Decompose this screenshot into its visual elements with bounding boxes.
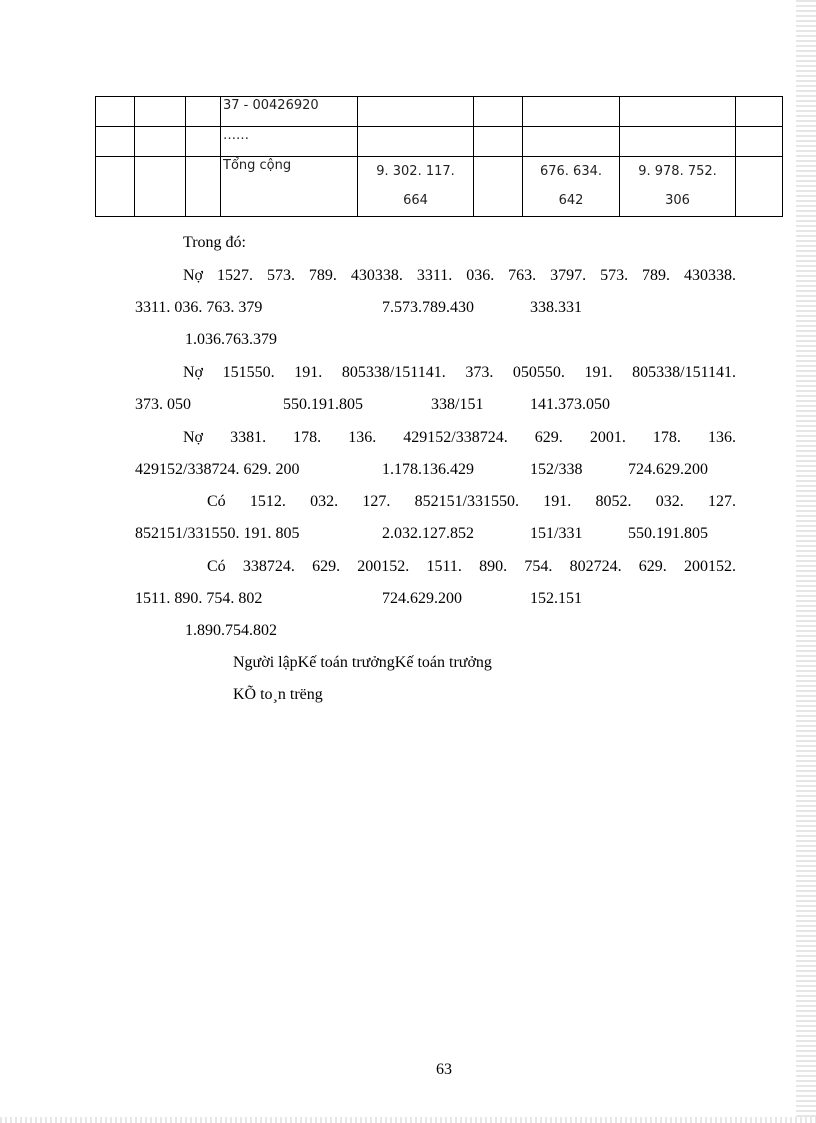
entry-amount: 1.890.754.802 bbox=[185, 622, 277, 639]
entry-amount: 1.036.763.379 bbox=[185, 331, 277, 348]
page-number: 63 bbox=[436, 1061, 452, 1078]
entry-amount: 141.373.050 bbox=[530, 396, 610, 413]
entry-account: 152.151 bbox=[530, 590, 582, 607]
entry-line: Có 1512. 032. 127. 852151/331550. 191. 8052. 032. 127. bbox=[207, 493, 736, 510]
entry-amount: 724.629.200 bbox=[382, 590, 462, 607]
signature-title-garbled: KÕ to¸n trëng bbox=[233, 686, 323, 703]
entry-amount: 550.191.805 bbox=[283, 396, 363, 413]
entry-line: Nợ 151550. 191. 805338/151141. 373. 050550. 191. 805338/151141. bbox=[183, 364, 736, 381]
entry-text: 852151/331550. 191. 805 bbox=[135, 525, 300, 542]
entry-text: 3311. 036. 763. 379 bbox=[135, 299, 263, 316]
entry-amount: 550.191.805 bbox=[628, 525, 708, 542]
table-row-total bbox=[96, 157, 783, 217]
table-row bbox=[96, 97, 783, 127]
entry-amount: 724.629.200 bbox=[628, 461, 708, 478]
entry-amount: 7.573.789.430 bbox=[382, 299, 474, 316]
entry-line: Nợ 3381. 178. 136. 429152/338724. 629. 2001. 178. 136. bbox=[183, 429, 736, 446]
table-cell-account: 37 - 00426920 bbox=[223, 98, 319, 113]
entry-account: 338/151 bbox=[431, 396, 484, 413]
entry-amount: 1.178.136.429 bbox=[382, 461, 474, 478]
table-cell-total-a: 9. 302. 117. 664 bbox=[358, 157, 474, 217]
entry-account: 338.331 bbox=[530, 299, 582, 316]
signature-titles: Người lậpKế toán trưởngKế toán trưởng bbox=[233, 654, 492, 671]
entry-account: 151/331 bbox=[530, 525, 583, 542]
table-cell-total-label: Tổng cộng bbox=[223, 158, 292, 173]
table-cell-total-c: 9. 978. 752. 306 bbox=[620, 157, 736, 217]
page-edge-right bbox=[796, 0, 816, 1123]
ledger-table bbox=[95, 96, 783, 217]
entry-text: 373. 050 bbox=[135, 396, 191, 413]
entry-amount: 2.032.127.852 bbox=[382, 525, 474, 542]
table-cell-total-b: 676. 634. 642 bbox=[523, 157, 620, 217]
page-edge-bottom bbox=[0, 1117, 816, 1123]
table-row bbox=[96, 127, 783, 157]
entry-line: Có 338724. 629. 200152. 1511. 890. 754. 802724. 629. 200152. bbox=[207, 558, 736, 575]
entry-account: 152/338 bbox=[530, 461, 583, 478]
entry-text: 429152/338724. 629. 200 bbox=[135, 461, 300, 478]
table-cell-ellipsis: …… bbox=[223, 128, 249, 143]
section-heading: Trong đó: bbox=[183, 234, 246, 251]
entry-line: Nợ 1527. 573. 789. 430338. 3311. 036. 763. 3797. 573. 789. 430338. bbox=[183, 267, 736, 284]
entry-text: 1511. 890. 754. 802 bbox=[135, 590, 263, 607]
